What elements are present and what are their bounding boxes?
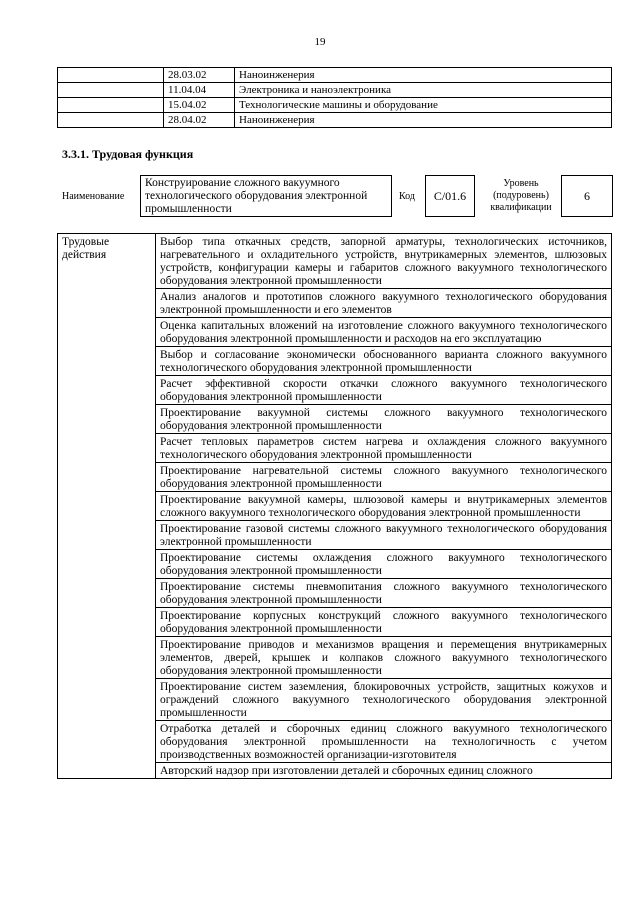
labor-action-text: Выбор и согласование экономически обоснованного варианта сложного вакуумного технологического оборудования электронной промышленности bbox=[156, 347, 612, 376]
labor-action-text: Проектирование вакуумной системы сложного вакуумного технологического оборудования электронной промышленности bbox=[156, 405, 612, 434]
program-name: Электроника и наноэлектроника bbox=[235, 83, 612, 98]
labor-action-text: Расчет эффективной скорости откачки сложного вакуумного технологического оборудования электронной промышленности bbox=[156, 376, 612, 405]
labor-action-text: Проектирование нагревательной системы сложного вакуумного технологического оборудования электронной промышленности bbox=[156, 463, 612, 492]
codes-table-row bbox=[58, 68, 612, 83]
labor-action-text: Проектирование вакуумной камеры, шлюзовой камеры и внутрикамерных элементов сложного вакуумного технологического оборудования электронной промышленности bbox=[156, 492, 612, 521]
level-label-line: Уровень bbox=[503, 178, 539, 189]
name-label: Наименование bbox=[62, 191, 125, 202]
codes-empty-cell bbox=[58, 113, 164, 128]
labor-action-text: Проектирование системы охлаждения сложного вакуумного технологического оборудования электронной промышленности bbox=[156, 550, 612, 579]
program-code: 28.03.02 bbox=[164, 68, 235, 83]
labor-action-text: Выбор типа откачных средств, запорной арматуры, технологических источников, нагревательного и охладительного устройств, внутрикамерных элементов, шлюзовых устройств, конфигурации камеры и габаритов сложного вакуумного технологического оборудования электронной промышленности bbox=[156, 234, 612, 289]
program-code: 11.04.04 bbox=[164, 83, 235, 98]
labor-actions-label bbox=[58, 234, 156, 779]
function-code-box: С/01.6 bbox=[425, 175, 475, 217]
qualification-level-box: 6 bbox=[561, 175, 613, 217]
program-code: 28.04.02 bbox=[164, 113, 235, 128]
program-name: Наноинженерия bbox=[235, 68, 612, 83]
codes-empty-cell bbox=[58, 83, 164, 98]
labor-action-text: Авторский надзор при изготовлении деталей и сборочных единиц сложного bbox=[156, 763, 612, 779]
labor-actions-table bbox=[57, 233, 612, 779]
labor-action-text: Проектирование газовой системы сложного вакуумного технологического оборудования электронной промышленности bbox=[156, 521, 612, 550]
page-number: 19 bbox=[314, 36, 326, 48]
program-name: Технологические машины и оборудование bbox=[235, 98, 612, 113]
labor-action-text: Проектирование системы пневмопитания сложного вакуумного технологического оборудования электронной промышленности bbox=[156, 579, 612, 608]
labor-action-text: Проектирование систем заземления, блокировочных устройств, защитных кожухов и ограждений сложного вакуумного технологического оборудования электронной промышленности bbox=[156, 679, 612, 721]
labor-actions-label-line: действия bbox=[62, 249, 107, 261]
labor-action-text: Анализ аналогов и прототипов сложного вакуумного технологического оборудования электронной промышленности и его элементов bbox=[156, 289, 612, 318]
section-title: 3.3.1. Трудовая функция bbox=[62, 147, 194, 161]
level-label-line: (подуровень) bbox=[493, 190, 549, 201]
labor-actions-label-line: Трудовые bbox=[62, 236, 110, 248]
labor-action-text: Расчет тепловых параметров систем нагрева и охлаждения сложного вакуумного технологического оборудования электронной промышленности bbox=[156, 434, 612, 463]
level-label-line: квалификации bbox=[490, 202, 552, 213]
labor-action-text: Проектирование приводов и механизмов вращения и перемещения внутрикамерных элементов, дверей, крышек и колпаков сложного вакуумного технологического оборудования электронной промышленности bbox=[156, 637, 612, 679]
code-label: Код bbox=[399, 191, 415, 202]
function-name-box: Конструирование сложного вакуумного технологического оборудования электронной промышленности bbox=[140, 175, 392, 217]
program-name: Наноинженерия bbox=[235, 113, 612, 128]
codes-empty-cell bbox=[58, 98, 164, 113]
program-code: 15.04.02 bbox=[164, 98, 235, 113]
level-label bbox=[486, 178, 556, 214]
codes-table-row bbox=[58, 98, 612, 113]
labor-action-text: Отработка деталей и сборочных единиц сложного вакуумного технологического оборудования электронной промышленности на технологичность с учетом производственных возможностей организации-изготовителя bbox=[156, 721, 612, 763]
codes-table-row bbox=[58, 113, 612, 128]
labor-action-row bbox=[58, 234, 612, 289]
codes-table-row bbox=[58, 83, 612, 98]
codes-empty-cell bbox=[58, 68, 164, 83]
labor-action-text: Проектирование корпусных конструкций сложного вакуумного технологического оборудования электронной промышленности bbox=[156, 608, 612, 637]
labor-action-text: Оценка капитальных вложений на изготовление сложного вакуумного технологического оборудования электронной промышленности и расходов на его эксплуатацию bbox=[156, 318, 612, 347]
education-codes-table bbox=[57, 67, 612, 128]
